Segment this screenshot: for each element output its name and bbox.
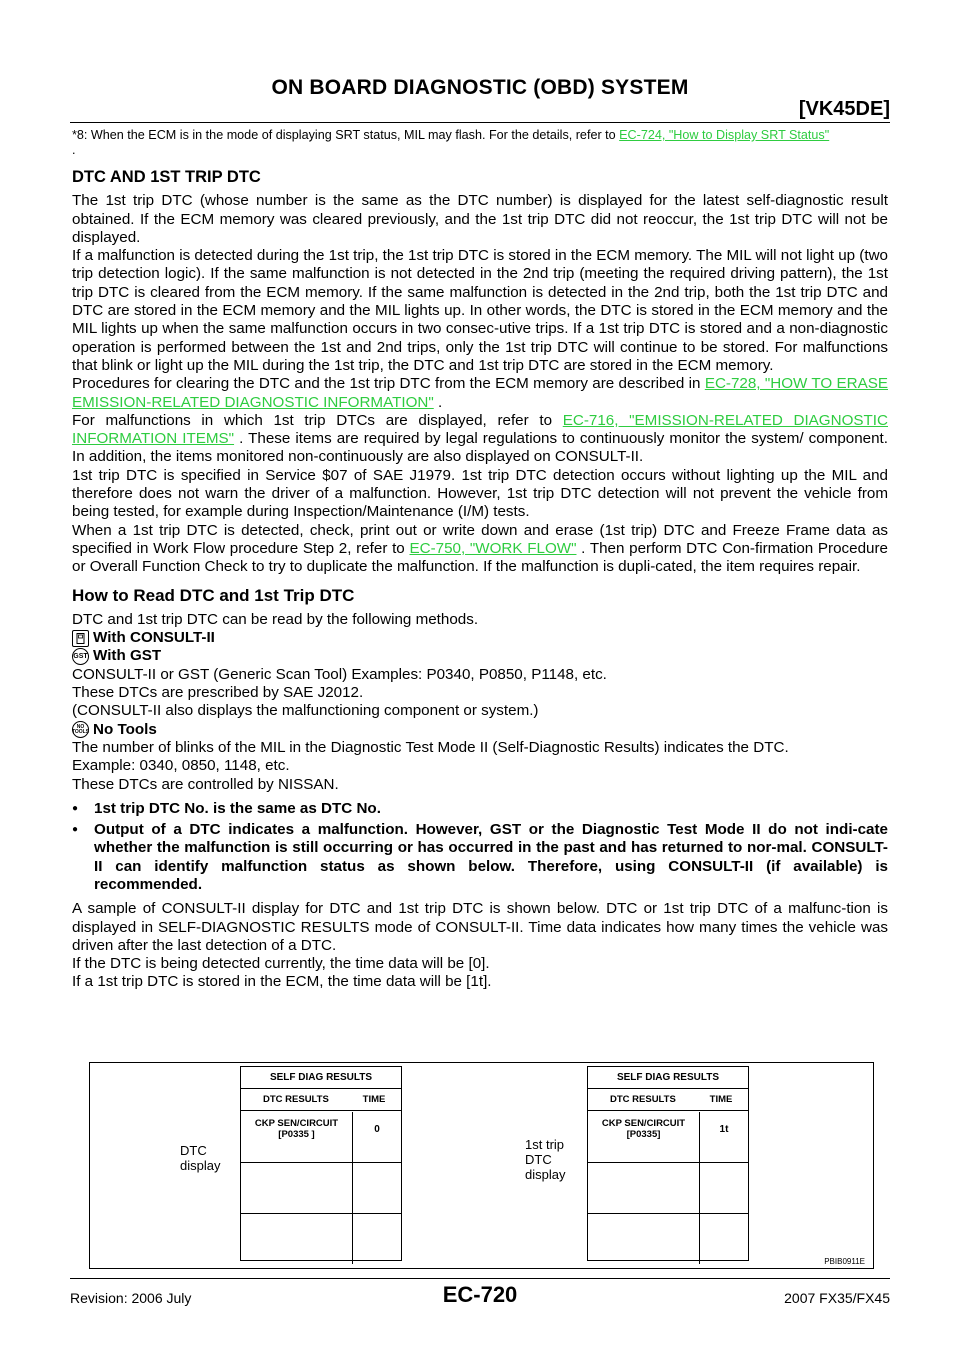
table-row (588, 1214, 748, 1264)
screen-columns: DTC RESULTS TIME (588, 1089, 748, 1111)
paragraph: If the DTC is being detected currently, the time data will be [0]. (72, 955, 490, 973)
paragraph: These DTCs are prescribed by SAE J2012. (72, 684, 364, 702)
srt-note: *8: When the ECM is in the mode of displaying SRT status, MIL may flash. For the details, refer to EC-724, "How to Display SRT Status" . (72, 128, 830, 157)
bullet-list (72, 800, 888, 894)
table-row: CKP SEN/CIRCUIT [P0335] 1t (588, 1112, 748, 1163)
table-row (588, 1163, 748, 1214)
gst-icon: GST (72, 648, 89, 665)
list-item: ● Output of a DTC indicates a malfunction. However, GST or the Diagnostic Test Mode II do not indi-cate whether the malfunction is still occurring or has occurred in the past and has returned to nor-mal. CONSULT-II can identify malfunction status as shown below. Therefore, using CONSULT-II (if available) is recommended. (72, 821, 888, 894)
content (72, 128, 888, 992)
tool-no-tools: NO TOOLS No Tools (71, 720, 157, 738)
table-row: CKP SEN/CIRCUIT [P0335 ] 0 (241, 1112, 401, 1163)
header-rule (70, 122, 890, 123)
list-item: ● 1st trip DTC No. is the same as DTC No. (72, 800, 888, 818)
paragraph: The number of blinks of the MIL in the Diagnostic Test Mode II (Self-Diagnostic Results) indicates the DTC. (72, 738, 789, 756)
paragraph: (CONSULT-II also displays the malfunctioning component or system.) (72, 702, 539, 720)
first-trip-screen (587, 1066, 749, 1261)
link-erase-info[interactable]: EC-728, "HOW TO ERASE EMISSION-RELATED DIAGNOSTIC INFORMATION" (72, 375, 888, 411)
tool-consult: With CONSULT-II (72, 629, 888, 647)
table-row (241, 1214, 401, 1264)
consult-icon (72, 630, 89, 647)
tool-gst: GST With GST (73, 647, 162, 665)
paragraph: A sample of CONSULT-II display for DTC and 1st trip DTC is shown below. DTC or 1st trip DTC of a malfunc-tion is displayed in SELF-DIAGNOSTIC RESULTS mode of CONSULT-II. Time data indicates how many times the vehicle was driven after the last detection of a DTC. (72, 900, 888, 954)
link-srt-status[interactable]: EC-724, "How to Display SRT Status" (619, 128, 830, 142)
paragraph: 1st trip DTC is specified in Service $07 of SAE J1979. 1st trip DTC detection occurs without lighting up the MIL and therefore does not warn the driver of a malfunction. However, 1st trip DTC detection will not prevent the vehicle from being tested, for example during Inspection/Maintenance (I/M) tests. (72, 466, 888, 521)
paragraph: CONSULT-II or GST (Generic Scan Tool) Examples: P0340, P0850, P1148, etc. (72, 665, 607, 683)
link-work-flow[interactable]: EC-750, "WORK FLOW" (409, 539, 577, 557)
consult-display-figure (89, 1062, 874, 1269)
link-diag-items[interactable]: EC-716, "EMISSION-RELATED DIAGNOSTIC INFORMATION ITEMS" (72, 411, 888, 448)
engine-code: [VK45DE] (798, 98, 890, 120)
first-trip-display-label: 1st trip DTC display (525, 1137, 566, 1182)
screen-title: SELF DIAG RESULTS (588, 1067, 748, 1089)
no-tools-icon: NO TOOLS (72, 721, 89, 738)
vehicle-model: 2007 FX35/FX45 (784, 1290, 890, 1306)
paragraph: Procedures for clearing the DTC and the 1st trip DTC from the ECM memory are described in EC-728, "HOW TO ERASE EMISSION-RELATED DIAGNOSTIC INFORMATION" . (72, 375, 888, 411)
revision-date: Revision: 2006 July (70, 1290, 192, 1306)
page-number: EC-720 (442, 1282, 518, 1307)
paragraph: For malfunctions in which 1st trip DTCs are displayed, refer to EC-716, "EMISSION-RELATED DIAGNOSTIC INFORMATION ITEMS" . These items are required by legal regulations to continuously monitor the system/ component. In addition, the items monitored non-continuously are also displayed on CONSULT-II. (72, 411, 888, 466)
paragraph: DTC and 1st trip DTC can be read by the following methods. (72, 610, 479, 628)
section-heading-dtc: DTC AND 1ST TRIP DTC (72, 168, 261, 186)
paragraph: Example: 0340, 0850, 1148, etc. (72, 757, 290, 775)
dtc-screen (240, 1066, 402, 1261)
paragraph: When a 1st trip DTC is detected, check, print out or write down and erase (1st trip) DTC and Freeze Frame data as specified in Work Flow procedure Step 2, refer to EC-750, "WORK FLOW" . Then perform DTC Con-firmation Procedure or Overall Function Check to try to duplicate the malfunction. If the malfunction is dupli-cated, the item requires repair. (72, 521, 888, 576)
section-heading-read-dtc: How to Read DTC and 1st Trip DTC (72, 585, 355, 605)
footer-rule (70, 1278, 890, 1279)
page-title: ON BOARD DIAGNOSTIC (OBD) SYSTEM (271, 76, 689, 99)
screen-columns: DTC RESULTS TIME (241, 1089, 401, 1111)
dtc-display-label: DTC display (180, 1143, 221, 1173)
paragraph: If a malfunction is detected during the 1st trip, the 1st trip DTC is stored in the ECM memory. The MIL will not light up (two trip detection logic). If the same malfunction is not detected in the 2nd trip (meeting the required driving pattern), the 1st trip DTC is cleared from the ECM memory. If the same malfunction is detected in the 2nd trip, both the 1st trip DTC and DTC are stored in the ECM memory and the MIL lights up. In other words, the DTC is stored in the ECM memory and the MIL lights up when the same malfunction occurs in two consec-utive trips. If a 1st trip DTC is stored and a non-diagnostic operation is performed between the 1st and 2nd trips, only the 1st trip DTC will continue to be stored. For malfunctions that blink or light up the MIL during the 1st trip, the DTC and 1st trip DTC are stored in the ECM memory. (72, 247, 888, 374)
table-row (241, 1163, 401, 1214)
screen-title: SELF DIAG RESULTS (241, 1067, 401, 1089)
figure-id: PBIB0911E (824, 1257, 865, 1266)
paragraph: These DTCs are controlled by NISSAN. (72, 775, 339, 793)
paragraph: The 1st trip DTC (whose number is the same as the DTC number) is displayed for the latest self-diagnostic result obtained. If the ECM memory was cleared previously, and the 1st trip DTC did not reoccur, the 1st trip DTC will not be displayed. (72, 192, 888, 246)
paragraph: If a 1st trip DTC is stored in the ECM, the time data will be [1t]. (72, 973, 492, 991)
